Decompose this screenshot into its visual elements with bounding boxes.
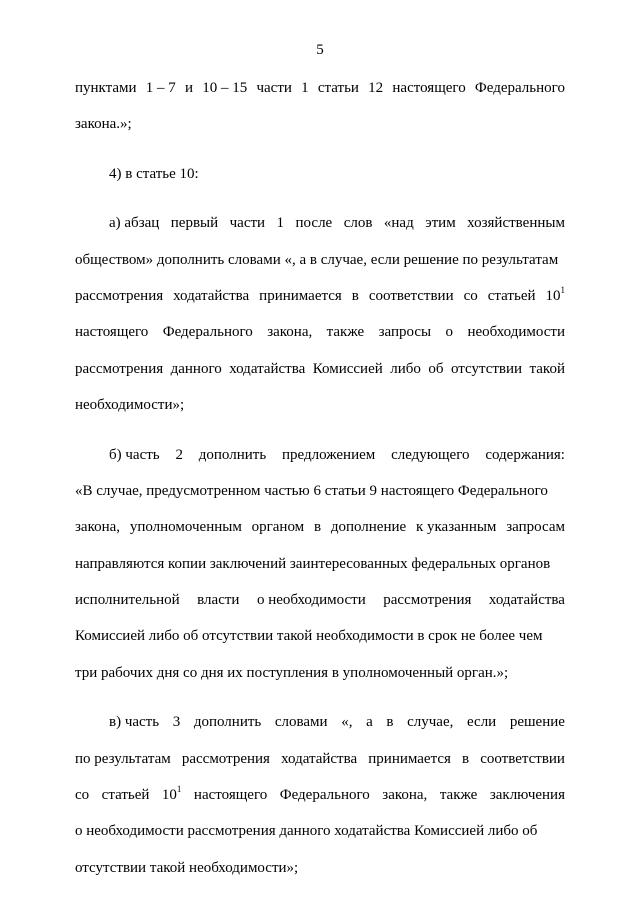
text-line: о необходимости рассмотрения данного ходатайства Комиссией либо об [75,823,538,840]
text-line: закона.»; [75,116,132,133]
text-line: закона, уполномоченным органом в дополнение к указанным запросам [75,519,565,536]
text-line: б) часть 2 дополнить предложением следующего содержания: [109,446,565,463]
text-line: по результатам рассмотрения ходатайства принимается в соответствии [75,750,565,767]
text-line: направляются копии заключений заинтересованных федеральных органов [75,555,551,572]
text-line: отсутствии такой необходимости»; [75,859,299,876]
text-line: в) часть 3 дополнить словами «, а в случае, если решение [109,714,565,731]
document-body [75,73,565,889]
page-number: 5 [316,42,324,58]
text-line: рассмотрения данного ходатайства Комиссией либо об отсутствии такой [75,360,565,377]
text-line: необходимости»; [75,397,185,414]
text-line: а) абзац первый части 1 после слов «над этим хозяйственным [109,215,565,232]
text-line: пунктами 1 – 7 и 10 – 15 части 1 статьи 12 настоящего Федерального [75,80,565,96]
superscript: 1 [560,284,565,295]
text-line: Комиссией либо об отсутствии такой необходимости в срок не более чем [75,628,543,645]
text-line: обществом» дополнить словами «, а в случае, если решение по результатам [75,251,559,268]
text-line: три рабочих дня со дня их поступления в уполномоченный орган.»; [75,664,509,681]
superscript: 1 [176,784,182,795]
text-line: со статьей $10^1$ настоящего Федерального закона, также заключения [75,784,565,804]
text-line: «В случае, предусмотренном частью 6 статьи 9 настоящего Федерального [75,482,548,499]
text-line: рассмотрения ходатайства принимается в соответствии со статьей $10^1$ [75,284,565,304]
text-line: 4) в статье 10: [109,165,199,182]
text-line: исполнительной власти о необходимости рассмотрения ходатайства [75,592,565,609]
text-line: настоящего Федерального закона, также запросы о необходимости [75,324,565,341]
